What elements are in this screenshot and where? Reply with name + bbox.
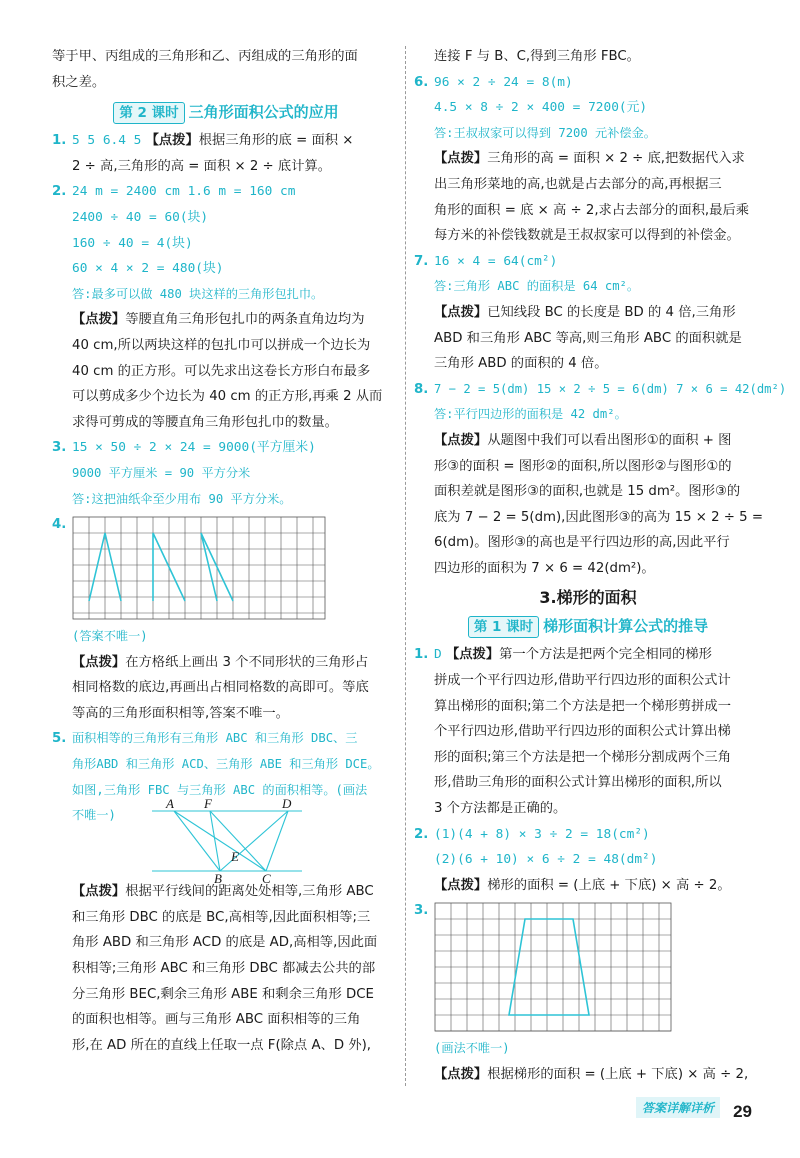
hint-text: 拼成一个平行四边形,借助平行四边形的面积公式计 — [434, 673, 731, 689]
section-title: 3.梯形的面积 — [539, 588, 637, 608]
question-number: 6. — [414, 74, 429, 90]
work-line: 4.5 × 8 ÷ 2 × 400 = 7200(元) — [434, 100, 648, 116]
lesson-title: 梯形面积计算公式的推导 — [543, 617, 709, 636]
question-number: 3. — [414, 903, 429, 919]
hint-text: 和三角形 DBC 的底是 BC,高相等,因此面积相等;三 — [72, 909, 371, 925]
question-number: 1. — [52, 133, 67, 149]
hint-text: 求得可剪成的等腰直角三角形包扎巾的数量。 — [72, 414, 338, 430]
question-number: 2. — [414, 826, 429, 842]
hint-line — [414, 428, 762, 454]
work-line: 60 × 4 × 2 = 480(块) — [72, 261, 224, 277]
lesson-tag: 第 1 课时 — [468, 616, 539, 638]
triangle-grid-figure — [72, 516, 400, 624]
hint-text: 40 cm 的正方形。可以先求出这卷长方形白布最多 — [72, 363, 371, 379]
hint-text: 等腰直角三角形包扎巾的两条直角边均为 — [125, 312, 365, 328]
hint-text: 分三角形 BEC,剩余三角形 ABE 和剩余三角形 DCE — [72, 986, 374, 1002]
hint-text: 6(dm)。图形③的高也是平行四边形的高,因此平行 — [434, 535, 730, 551]
hint-text: 的面积也相等。画与三角形 ABC 面积相等的三角 — [72, 1012, 361, 1028]
column-divider — [405, 46, 406, 1086]
question-number: 8. — [414, 381, 429, 397]
hint-label: 【点拨】 — [72, 312, 126, 328]
label-A: A — [166, 797, 174, 812]
hint-text: 已知线段 BC 的长度是 BD 的 4 倍,三角形 — [487, 304, 736, 320]
answer-line: 答:三角形 ABC 的面积是 64 cm²。 — [434, 279, 640, 294]
answer-line: 面积相等的三角形有三角形 ABC 和三角形 DBC、三 — [72, 731, 358, 746]
work-line: 96 × 2 ÷ 24 = 8(m) — [434, 74, 573, 90]
question-5 — [52, 726, 400, 752]
hint-text: 角形 ABD 和三角形 ACD 的底是 AD,高相等,因此面 — [72, 935, 378, 951]
hint-text: 可以剪成多少个边长为 40 cm 的正方形,再乘 2 从而 — [72, 389, 383, 405]
note: (画法不唯一) — [434, 1041, 510, 1056]
label-D: D — [282, 797, 292, 812]
answer-line: 答:最多可以做 480 块这样的三角形包扎巾。 — [72, 286, 324, 301]
hint-text: 在方格纸上画出 3 个不同形状的三角形占 — [125, 654, 369, 670]
hint-text: 40 cm,所以两块这样的包扎巾可以拼成一个边长为 — [72, 337, 371, 353]
hint-text: 三角形 ABD 的面积的 4 倍。 — [434, 356, 608, 372]
intro-line: 连接 F 与 B、C,得到三角形 FBC。 — [434, 49, 640, 64]
hint-line — [414, 146, 762, 172]
hint-text: 角形的面积 = 底 × 高 ÷ 2,求占去部分的面积,最后乘 — [434, 202, 750, 218]
hint-line — [414, 873, 762, 899]
label-E: E — [231, 849, 239, 865]
hint-text: 第一个方法是把两个完全相同的梯形 — [499, 647, 712, 663]
work-line: (1)(4 + 8) × 3 ÷ 2 = 18(cm²) — [434, 826, 650, 842]
question-r1 — [414, 642, 762, 668]
hint-label: 【点拨】 — [434, 151, 488, 167]
hint-label: 【点拨】 — [434, 304, 488, 320]
hint-label: 【点拨】 — [445, 647, 500, 663]
parallel-lines-figure — [152, 797, 312, 883]
hint-label: 【点拨】 — [72, 654, 126, 670]
question-2 — [52, 179, 400, 205]
hint-text: 每方米的补偿钱数就是王叔叔家可以得到的补偿金。 — [434, 228, 740, 244]
left-column — [52, 44, 400, 1058]
answer-line: 答:王叔叔家可以得到 7200 元补偿金。 — [434, 125, 656, 140]
answer-line: 答:平行四边形的面积是 42 dm²。 — [434, 407, 627, 422]
question-r2 — [414, 822, 762, 848]
q5-figure-row — [52, 797, 400, 884]
hint-text: 四边形的面积为 7 × 6 = 42(dm²)。 — [434, 560, 655, 576]
hint-text: 梯形的面积 = (上底 + 下底) × 高 ÷ 2。 — [487, 877, 731, 893]
hint-label: 【点拨】 — [434, 1067, 488, 1082]
answer-line: 如图,三角形 FBC 与三角形 ABC 的面积相等。(画法 — [72, 782, 368, 797]
answer-line: 答:这把油纸伞至少用布 90 平方分米。 — [72, 491, 292, 506]
right-column — [414, 44, 787, 1088]
lesson-title: 三角形面积公式的应用 — [188, 103, 339, 122]
work-line: 24 m = 2400 cm 1.6 m = 160 cm — [72, 184, 296, 200]
hint-text: 根据平行线间的距离处处相等,三角形 ABC — [125, 884, 374, 900]
label-B: B — [214, 871, 222, 884]
hint-line — [414, 1062, 762, 1088]
hint-text: 出三角形菜地的高,也就是占去部分的高,再根据三 — [434, 176, 722, 192]
hint-text: 等高的三角形面积相等,答案不唯一。 — [72, 705, 289, 721]
hint-label: 【点拨】 — [145, 133, 199, 149]
hint-text: 形,借助三角形的面积公式计算出梯形的面积,所以 — [434, 775, 722, 791]
answer-line: 角形ABD 和三角形 ACD、三角形 ABE 和三角形 DCE。 — [72, 757, 380, 772]
hint-text: 根据梯形的面积 = (上底 + 下底) × 高 ÷ 2, — [487, 1067, 749, 1082]
question-3 — [52, 435, 400, 461]
question-number: 2. — [52, 184, 67, 200]
hint-text: 2 ÷ 高,三角形的高 = 面积 × 2 ÷ 底计算。 — [72, 158, 332, 174]
hint-text: 面积差就是图形③的面积,也就是 15 dm²。图形③的 — [434, 484, 741, 500]
question-number: 4. — [52, 517, 67, 533]
page-number: 29 — [733, 1102, 752, 1121]
answer-line: 不唯一) — [72, 808, 116, 823]
hint-text: 三角形的高 = 面积 × 2 ÷ 底,把数据代入求 — [487, 151, 745, 167]
label-C: C — [262, 871, 271, 884]
lesson-tag: 第 2 课时 — [113, 102, 184, 124]
work-line: 16 × 4 = 64(cm²) — [434, 253, 558, 269]
grid-svg — [72, 516, 326, 620]
question-1 — [52, 128, 400, 154]
grid-svg — [434, 902, 672, 1032]
work-line: 7 − 2 = 5(dm) 15 × 2 ÷ 5 = 6(dm) 7 × 6 = 42(dm²) — [434, 381, 787, 396]
hint-text: 形③的面积 = 图形②的面积,所以图形②与图形①的 — [434, 458, 732, 474]
hint-text: 形,在 AD 所在的直线上任取一点 F(除点 A、D 外), — [72, 1037, 372, 1053]
question-number: 5. — [52, 731, 67, 747]
hint-label: 【点拨】 — [434, 877, 488, 893]
work-line: 160 ÷ 40 = 4(块) — [72, 235, 193, 251]
intro-line: 积之差。 — [52, 74, 106, 90]
lesson-header — [52, 101, 400, 124]
hint-text: 形的面积;第三个方法是把一个梯形分割成两个三角 — [434, 749, 732, 765]
hint-text: 算出梯形的面积;第二个方法是把一个梯形剪拼成一 — [434, 698, 732, 714]
hint-text: ABD 和三角形 ABC 等高,则三角形 ABC 的面积就是 — [434, 330, 742, 346]
work-line: 15 × 50 ÷ 2 × 24 = 9000(平方厘米) — [72, 440, 316, 456]
hint-text: 3 个方法都是正确的。 — [434, 801, 567, 817]
answer: D — [434, 647, 442, 663]
hint-line — [414, 300, 762, 326]
hint-text: 相同格数的底边,再画出占相同格数的高即可。等底 — [72, 680, 369, 696]
hint-text: 从题图中我们可以看出图形①的面积 + 图 — [487, 432, 732, 448]
question-8 — [414, 377, 787, 403]
work-line: 2400 ÷ 40 = 60(块) — [72, 209, 209, 225]
lesson-header — [414, 615, 762, 638]
note: (答案不唯一) — [72, 629, 148, 644]
hint-label: 【点拨】 — [72, 884, 126, 900]
hint-line — [52, 650, 400, 676]
question-number: 7. — [414, 253, 429, 269]
question-number: 1. — [414, 647, 429, 663]
work-line: (2)(6 + 10) × 6 ÷ 2 = 48(dm²) — [434, 852, 658, 868]
work-line: 9000 平方厘米 = 90 平方分米 — [72, 465, 251, 480]
hint-text: 积相等;三角形 ABC 和三角形 DBC 都减去公共的部 — [72, 961, 376, 977]
answer: 5 5 6.4 5 — [72, 133, 142, 149]
hint-text: 根据三角形的底 = 面积 × — [198, 133, 354, 149]
footer-tag: 答案详解详析 — [636, 1097, 720, 1118]
question-number: 3. — [52, 440, 67, 456]
hint-text: 底为 7 − 2 = 5(dm),因此图形③的高为 15 × 2 ÷ 5 = — [434, 509, 764, 525]
question-7 — [414, 249, 762, 275]
trapezoid-grid-figure — [434, 902, 762, 1036]
intro-line: 等于甲、丙组成的三角形和乙、丙组成的三角形的面 — [52, 49, 358, 64]
label-F: F — [204, 797, 212, 812]
hint-label: 【点拨】 — [434, 432, 488, 448]
hint-line — [52, 307, 400, 333]
question-6 — [414, 70, 762, 96]
hint-text: 个平行四边形,借助平行四边形的面积公式计算出梯 — [434, 724, 731, 740]
